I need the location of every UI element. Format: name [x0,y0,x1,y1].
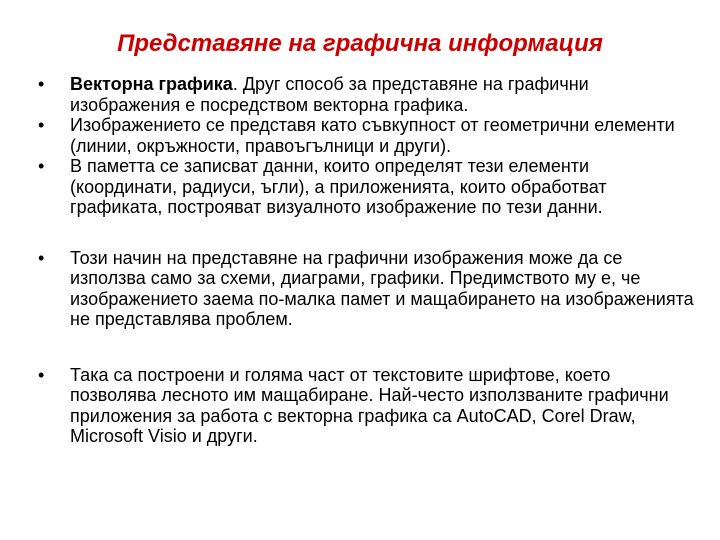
bullet-item-memory-data [38,156,698,218]
bullet-dot-icon: • [38,364,45,385]
bullet-text: Този начин на представяне на графични изображения може да се използва само за схеми, диаграми, графики. Предимството му е, че изображението заема по-малка памет и мащабирането на изображенията не представлява проблем. [70,247,694,329]
bullet-lead-term: Векторна графика [70,74,233,94]
bullet-text: Така са построени и голяма част от текстовите шрифтове, което позволява лесното им мащабиране. Най-често използваните графични приложения за работа с векторна графика са AutoCAD, Corel Draw, Microsoft Visio и други. [70,364,669,446]
bullet-dot-icon: • [38,115,45,135]
bullet-text: В паметта се записват данни, които определят тези елементи (координати, радиуси, ъгли), а приложенията, които обработват графиката, построяват визуалното изображение по тези данни. [70,156,607,217]
bullet-text: Изображението се представя като съвкупност от геометрични елементи (линии, окръжности, правоъгълници и други). [70,115,675,156]
bullet-text: . Друг способ за представяне на графични изображения е посредством векторна графика. [70,74,589,115]
bullet-item-usage-advantages [38,248,698,330]
bullet-item-fonts-applications [38,365,698,447]
bullet-dot-icon: • [38,247,45,268]
bullet-dot-icon: • [38,74,45,94]
slide-title: Представяне на графична информация [117,30,603,57]
bullet-item-vector-graphics [38,74,698,115]
bullet-item-geometric-elements [38,115,698,156]
bullet-list [38,74,698,447]
bullet-dot-icon: • [38,156,45,176]
